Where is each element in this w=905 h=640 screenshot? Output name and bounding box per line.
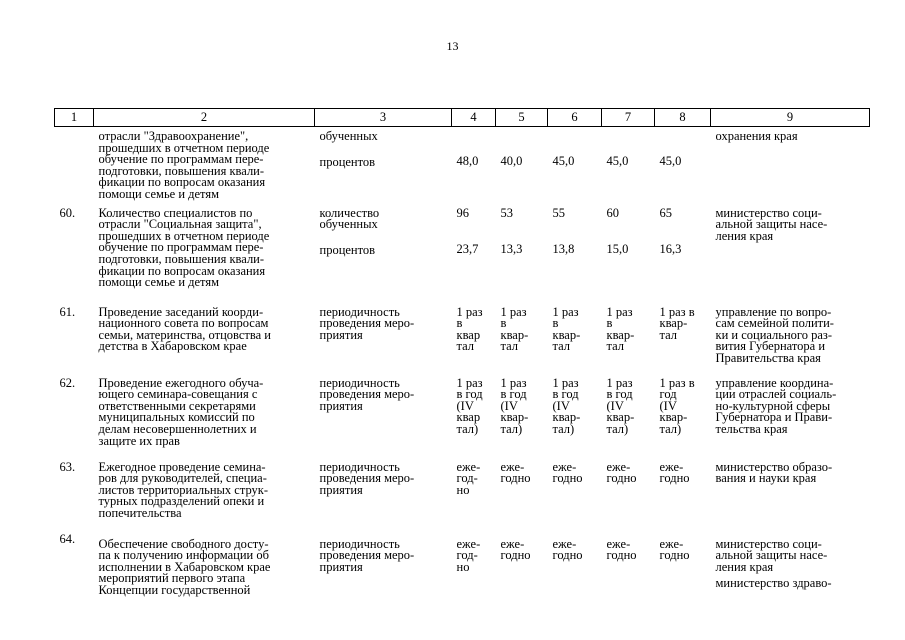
row-number — [55, 127, 94, 201]
unit-cell: периодичность проведения меро- приятия — [319, 536, 415, 574]
measure-name: Ежегодное проведение семина- ров для руководителей, специа- листов территориальных струк- турных подразделений опеки и попечительства — [98, 459, 269, 520]
value-col-6: еже- годно — [552, 536, 583, 563]
header-col-7: 7 — [602, 109, 655, 127]
measure-name: отрасли "Здравоохранение", прошедших в отчетном периоде обучение по программам пере- подготовки, повышения квали- фикации по вопросам оказания помощи семье и детям — [98, 129, 270, 201]
value-col-4: 48,0 — [456, 154, 479, 168]
measure-name: Количество специалистов по отрасли "Социальная защита", прошедших в отчетном периоде обучение по программам пере- подготовки, повышения квали- фикации по вопросам оказания помощи семье и детям — [98, 205, 270, 290]
header-col-8: 8 — [655, 109, 711, 127]
value-col-7: 1 раз в квар- тал — [606, 304, 635, 354]
unit-cell: периодичность проведения меро- приятия — [319, 304, 415, 342]
value-col-6: 1 раз в квар- тал — [552, 304, 581, 354]
unit-cell: обученных процентов — [319, 129, 378, 169]
value-col-8: 45,0 — [659, 154, 682, 168]
table-row — [55, 127, 870, 201]
value-col-8: еже- годно — [659, 459, 690, 486]
value-col-8: 1 раз в год (IV квар- тал) — [659, 375, 695, 436]
value-col-5: 1 раз в квар- тал — [500, 304, 529, 354]
value-col-5: 53 13,3 — [500, 205, 523, 257]
value-col-5: еже- годно — [500, 536, 531, 563]
value-col-5: 1 раз в год (IV квар- тал) — [500, 375, 529, 436]
value-col-8: 1 раз в квар- тал — [659, 304, 695, 342]
value-col-6: 55 13,8 — [552, 205, 575, 257]
responsible-cell: министерство соци- альной защиты насе- ления края — [715, 205, 828, 243]
header-row — [55, 109, 870, 127]
value-col-6: еже- годно — [552, 459, 583, 486]
value-col-6: 45,0 — [552, 154, 575, 168]
value-col-7: 60 15,0 — [606, 205, 629, 257]
unit-cell: периодичность проведения меро- приятия — [319, 375, 415, 413]
header-col-3: 3 — [315, 109, 452, 127]
row-number: 61. — [59, 304, 76, 319]
table-row — [55, 201, 870, 300]
row-number: 64. — [59, 531, 76, 546]
value-col-4: 96 23,7 — [456, 205, 479, 257]
responsible-cell: охранения края — [715, 129, 798, 143]
value-col-4: 1 раз в год (IV квар тал) — [456, 375, 483, 436]
measure-name: Обеспечение свободного досту- па к получению информации об исполнении в Хабаровском крае мероприятий первого этапа Концепции государственной — [98, 536, 271, 597]
header-col-4: 4 — [452, 109, 496, 127]
table-row — [55, 371, 870, 455]
value-col-7: 1 раз в год (IV квар- тал) — [606, 375, 635, 436]
header-col-9: 9 — [711, 109, 870, 127]
row-number: 62. — [59, 375, 76, 390]
page-number: 13 — [446, 39, 459, 53]
value-col-4: 1 раз в квар тал — [456, 304, 483, 354]
table-row — [55, 527, 870, 597]
value-col-5: еже- годно — [500, 459, 531, 486]
header-col-1: 1 — [55, 109, 94, 127]
row-number: 60. — [59, 205, 76, 220]
header-col-6: 6 — [548, 109, 602, 127]
value-col-7: еже- годно — [606, 459, 637, 486]
table-row — [55, 455, 870, 527]
unit-cell: количество обученных процентов — [319, 205, 380, 257]
value-col-6: 1 раз в год (IV квар- тал) — [552, 375, 581, 436]
measure-name: Проведение ежегодного обуча- ющего семинара-совещания с ответственными секретарями муниципальных комиссий по делам несовершеннолетних и защите их прав — [98, 375, 264, 448]
responsible-cell: министерство соци- альной защиты насе- ления края министерство здраво- — [715, 536, 832, 591]
measure-name: Проведение заседаний коорди- национного совета по вопросам семьи, материнства, отцовства и детства в Хабаровском крае — [98, 304, 271, 354]
value-col-8: еже- годно — [659, 536, 690, 563]
value-col-7: 45,0 — [606, 154, 629, 168]
value-col-4: еже- год- но — [456, 459, 481, 497]
table-row — [55, 300, 870, 371]
value-col-4: еже- год- но — [456, 536, 481, 574]
row-number: 63. — [59, 459, 76, 474]
measures-table — [54, 108, 870, 597]
responsible-cell: министерство образо- вания и науки края — [715, 459, 833, 486]
value-col-5: 40,0 — [500, 154, 523, 168]
responsible-cell: управление координа- ции отраслей социаль- но-культурной сферы Губернатора и Прави- тельства края — [715, 375, 837, 436]
header-col-5: 5 — [496, 109, 548, 127]
value-col-8: 65 16,3 — [659, 205, 682, 257]
header-col-2: 2 — [94, 109, 315, 127]
unit-cell: периодичность проведения меро- приятия — [319, 459, 415, 497]
value-col-7: еже- годно — [606, 536, 637, 563]
responsible-cell: управление по вопро- сам семейной полити- ки и социального раз- вития Губернатора и Правительства края — [715, 304, 834, 365]
